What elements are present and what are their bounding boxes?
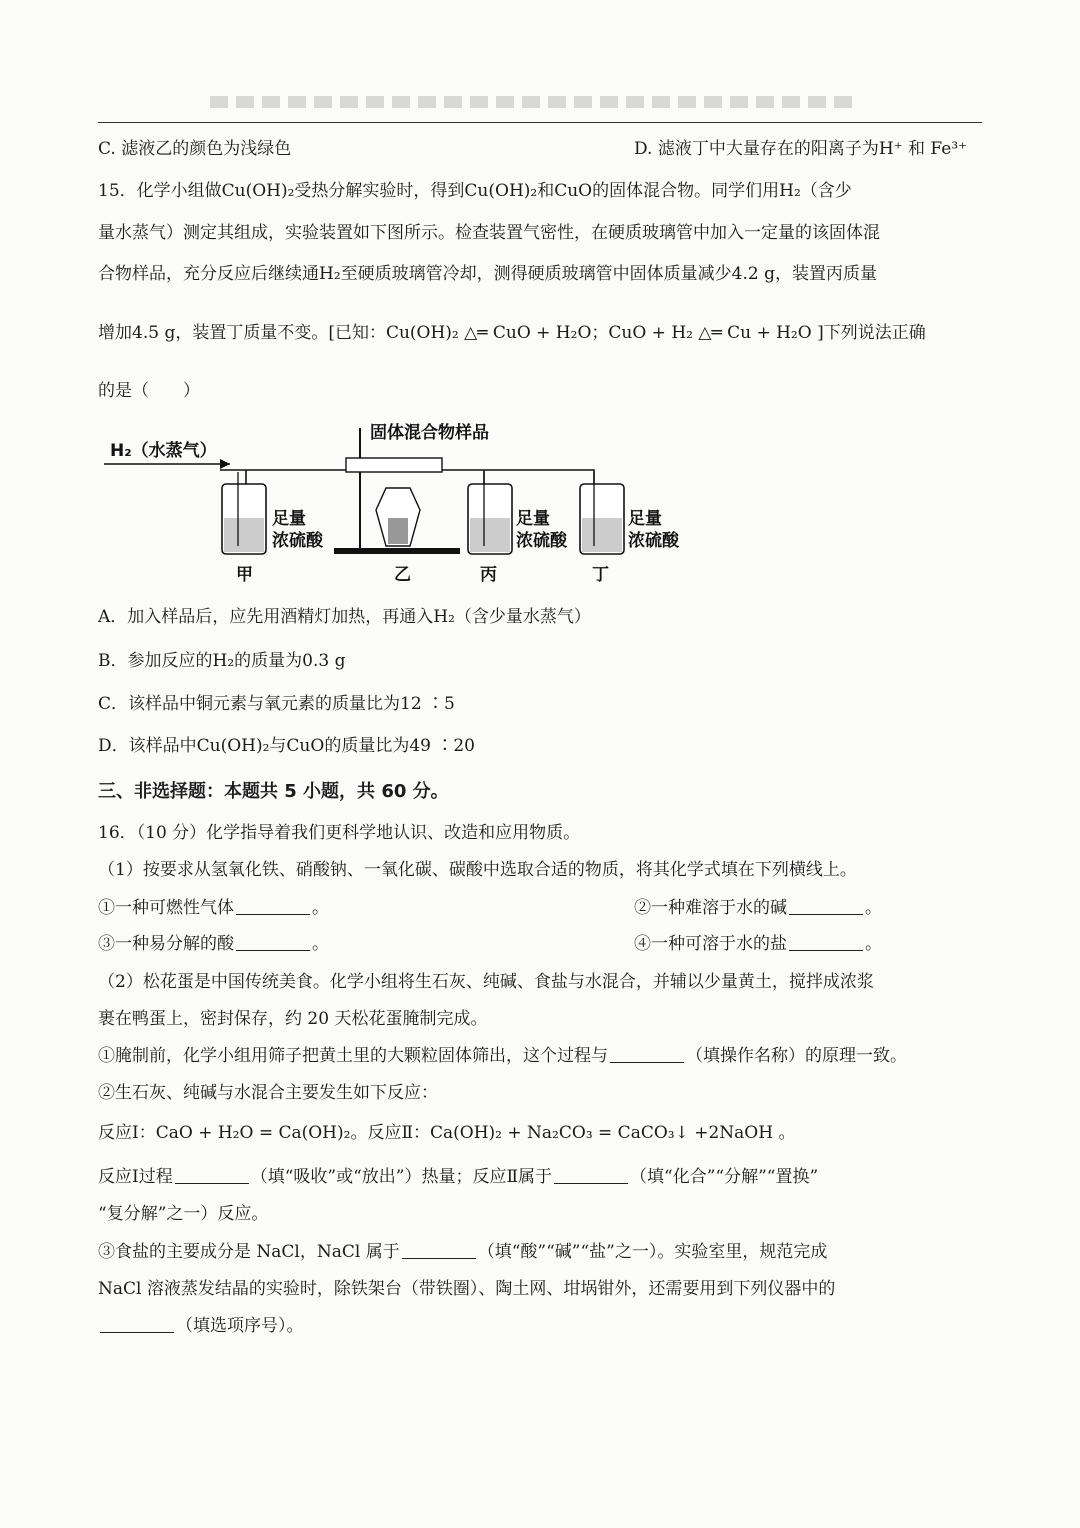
inlet-label: H₂（水蒸气） xyxy=(110,441,217,461)
header-divider xyxy=(98,122,982,123)
q16-s3-text: ③食盐的主要成分是 NaCl，NaCl 属于 xyxy=(98,1242,400,1262)
q16-item1: ①一种可燃性气体 xyxy=(98,898,234,918)
acid-label-bing-b: 浓硫酸 xyxy=(516,531,567,551)
q16-sub1-text: ①腌制前，化学小组用筛子把黄土里的大颗粒固体筛出，这个过程与 xyxy=(98,1046,608,1066)
q16-item3: ③一种易分解的酸 xyxy=(98,934,234,954)
q16-sub1-tail: （填操作名称）的原理一致。 xyxy=(686,1046,907,1066)
q15-stem-line5: 的是（ ） xyxy=(98,381,200,401)
q15-option-c: C．该样品中铜元素与氧元素的质量比为12 ∶5 xyxy=(98,694,455,714)
q16-s3-end: （填选项序号）。 xyxy=(176,1316,304,1336)
q15-stem-line3: 合物样品，充分反应后继续通H₂至硬质玻璃管冷却，测得硬质玻璃管中固体质量减少4.2 g，装置丙质量 xyxy=(98,264,877,284)
q16-r1-text: 反应Ⅰ过程 xyxy=(98,1167,173,1187)
arrow-head xyxy=(220,459,230,469)
q16-item4: ④一种可溶于水的盐 xyxy=(634,934,787,954)
q16-items-row2: ③一种易分解的酸 。 ④一种可溶于水的盐 。 xyxy=(98,934,882,954)
q15-stem-line4: 增加4.5 g，装置丁质量不变。[已知：Cu(OH)₂ △═ CuO + H₂O；CuO + H₂ △═ Cu + H₂O ]下列说法正确 xyxy=(98,323,926,343)
q16-sub3-line3 xyxy=(98,1315,982,1337)
section-heading: 三、非选择题：本题共 5 小题，共 60 分。 xyxy=(98,781,449,802)
q16-r1-tail: （填“化合”“分解”“置换” xyxy=(630,1167,819,1187)
experiment-apparatus-diagram xyxy=(98,414,698,590)
reaction-equations: 反应Ⅰ：CaO + H₂O = Ca(OH)₂。反应Ⅱ：Ca(OH)₂ + Na₂CO₃ = CaCO₃↓ +2NaOH 。 xyxy=(98,1123,796,1143)
q14-options-row xyxy=(98,138,982,160)
q16-r1-mid: （填“吸收”或“放出”）热量；反应Ⅱ属于 xyxy=(250,1167,553,1187)
q15-option-a: A．加入样品后，应先用酒精灯加热，再通入H₂（含少量水蒸气） xyxy=(98,607,591,627)
q16-item2: ②一种难溶于水的碱 xyxy=(634,898,787,918)
bottle-jia xyxy=(222,472,324,554)
answer-blank[interactable] xyxy=(100,1316,174,1333)
q16-reaction-question xyxy=(98,1166,982,1188)
q15-option-d: D．该样品中Cu(OH)₂与CuO的质量比为49 ∶20 xyxy=(98,736,475,756)
q16-reaction-question-cont: “复分解”之一）反应。 xyxy=(98,1204,269,1224)
label-yi: 乙 xyxy=(394,565,411,585)
sample-label: 固体混合物样品 xyxy=(370,423,489,443)
answer-blank[interactable] xyxy=(554,1167,628,1184)
answer-blank[interactable] xyxy=(789,934,863,951)
q16-sub1 xyxy=(98,1045,982,1067)
answer-blank[interactable] xyxy=(175,1167,249,1184)
answer-blank[interactable] xyxy=(236,898,310,915)
acid-label-ding-a: 足量 xyxy=(628,509,662,529)
page-header xyxy=(210,96,860,108)
q16-items-row1: ①一种可燃性气体 。 ②一种难溶于水的碱 。 xyxy=(98,898,882,918)
q14-option-c: C. 滤液乙的颜色为浅绿色 xyxy=(98,139,292,159)
acid-label-jia-a: 足量 xyxy=(272,509,306,529)
q15-stem-line2: 量水蒸气）测定其组成，实验装置如下图所示。检查装置气密性，在硬质玻璃管中加入一定量的该固体混 xyxy=(98,223,880,243)
q15-stem-line1: 15．化学小组做Cu(OH)₂受热分解实验时，得到Cu(OH)₂和CuO的固体混合物。同学们用H₂（含少 xyxy=(98,181,852,201)
acid-label-ding-b: 浓硫酸 xyxy=(628,531,679,551)
answer-blank[interactable] xyxy=(789,898,863,915)
q16-part1: （1）按要求从氢氧化铁、硝酸钠、一氧化碳、碳酸中选取合适的物质，将其化学式填在下列横线上。 xyxy=(98,860,857,880)
label-jia: 甲 xyxy=(236,565,253,585)
acid-label-bing-a: 足量 xyxy=(516,509,550,529)
q16-part2-line1: （2）松花蛋是中国传统美食。化学小组将生石灰、纯碱、食盐与水混合，并辅以少量黄土，搅拌成浓浆 xyxy=(98,972,874,992)
q15-option-b: B．参加反应的H₂的质量为0.3 g xyxy=(98,651,346,671)
sample-heating-setup xyxy=(334,422,489,554)
acid-label-jia-b: 浓硫酸 xyxy=(272,531,323,551)
q16-part2-line2: 裹在鸭蛋上，密封保存，约 20 天松花蛋腌制完成。 xyxy=(98,1009,488,1029)
q16-s3-tail: （填“酸”“碱”“盐”之一）。实验室里，规范完成 xyxy=(477,1242,828,1262)
answer-blank[interactable] xyxy=(610,1046,684,1063)
label-bing: 丙 xyxy=(480,565,497,585)
q16-sub2: ②生石灰、纯碱与水混合主要发生如下反应： xyxy=(98,1083,438,1103)
answer-blank[interactable] xyxy=(402,1242,476,1259)
q16-sub3-line2: NaCl 溶液蒸发结晶的实验时，除铁架台（带铁圈）、陶土网、坩埚钳外，还需要用到下列仪器中的 xyxy=(98,1279,836,1299)
q16-sub3 xyxy=(98,1241,982,1263)
label-ding: 丁 xyxy=(592,565,609,585)
bottle-bing xyxy=(468,472,568,554)
q16-intro: 16．（10 分）化学指导着我们更科学地认识、改造和应用物质。 xyxy=(98,823,581,843)
answer-blank[interactable] xyxy=(236,934,310,951)
bottle-ding xyxy=(580,472,680,554)
q14-option-d: D. 滤液丁中大量存在的阳离子为H⁺ 和 Fe³⁺ xyxy=(634,139,968,159)
